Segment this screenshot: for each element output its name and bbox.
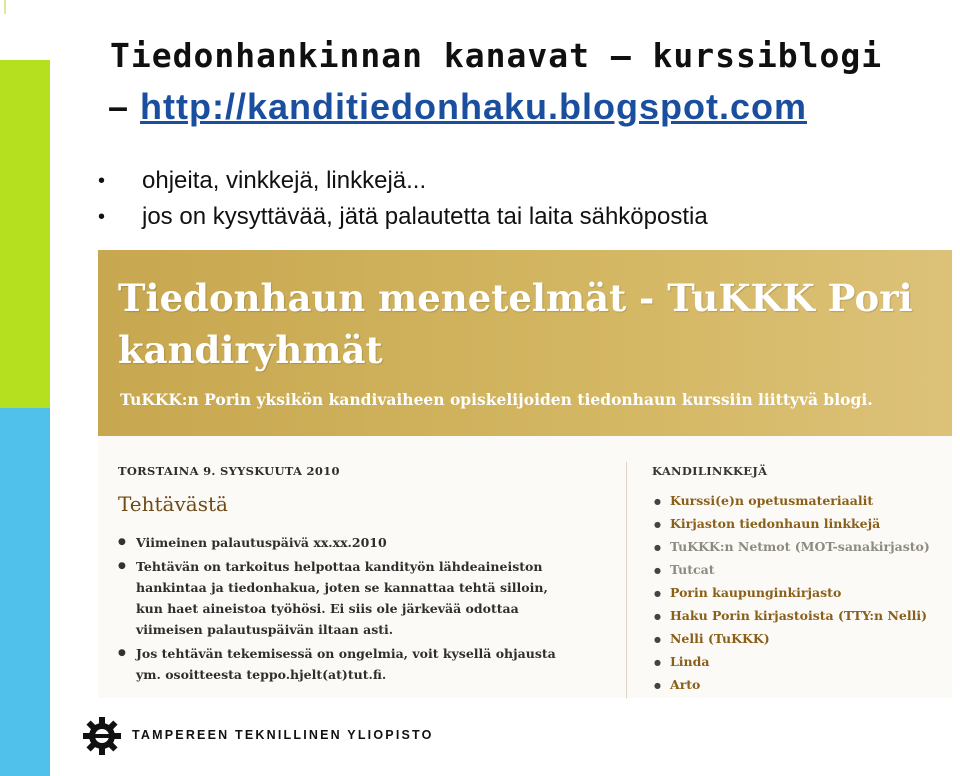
url-dash: – bbox=[108, 86, 130, 127]
sidebar-link-list bbox=[652, 492, 942, 698]
sidebar-link[interactable]: Kurssi(e)n opetusmateriaalit bbox=[670, 493, 874, 508]
column-divider bbox=[626, 462, 627, 698]
sidebar-link[interactable]: TuKKK:n Netmot (MOT-sanakirjasto) bbox=[670, 539, 930, 554]
slide-accent-bar bbox=[0, 0, 50, 776]
post-list-item: ● Tehtävän on tarkoitus helpottaa kandityön lähdeaineiston hankintaa ja tiedonhakua, joten se kannattaa tehtä silloin, kun haet aineistoa työhösi. Ei siis ole järkevää odottaa viimeisen palautuspäivän iltaan asti. bbox=[118, 556, 556, 640]
slide-title: Tiedonhankinnan kanavat – kurssiblogi bbox=[110, 36, 883, 75]
sidebar-link[interactable]: Porin kaupunginkirjasto bbox=[670, 585, 842, 600]
sidebar-link[interactable]: Linda bbox=[670, 654, 710, 669]
post-list bbox=[118, 532, 598, 685]
blog-sidebar bbox=[652, 464, 942, 698]
blog-title[interactable]: Tiedonhaun menetelmät - TuKKK Pori kandiryhmät bbox=[118, 276, 913, 372]
sidebar-link[interactable]: Kirjaston tiedonhaun linkkejä bbox=[670, 516, 881, 531]
post-title[interactable]: Tehtävästä bbox=[118, 492, 228, 516]
sidebar-link[interactable]: Haku Porin kirjastoista (TTY:n Nelli) bbox=[670, 608, 928, 623]
accent-green-segment bbox=[0, 60, 50, 408]
tut-gear-logo-icon bbox=[82, 716, 122, 756]
university-logo-text: TAMPEREEN TEKNILLINEN YLIOPISTO bbox=[132, 728, 434, 742]
blog-post bbox=[118, 464, 598, 688]
sidebar-link-item bbox=[652, 561, 942, 584]
sidebar-link-item bbox=[652, 584, 942, 607]
accent-top-mark bbox=[4, 0, 6, 14]
sidebar-link-item bbox=[652, 653, 942, 676]
blog-url-link[interactable]: http://kanditiedonhaku.blogspot.com bbox=[140, 86, 808, 127]
post-list-item: ● Viimeinen palautuspäivä xx.xx.2010 bbox=[118, 532, 556, 553]
sidebar-link-item bbox=[652, 630, 942, 653]
post-date: TORSTAINA 9. SYYSKUUTA 2010 bbox=[118, 464, 340, 478]
slide-bullet: • ohjeita, vinkkejä, linkkejä... bbox=[98, 163, 708, 199]
sidebar-link-item bbox=[652, 492, 942, 515]
blog-description: TuKKK:n Porin yksikön kandivaiheen opiskelijoiden tiedonhaun kurssiin liittyvä blogi. bbox=[120, 390, 873, 409]
sidebar-link[interactable]: Arto bbox=[670, 677, 701, 692]
slide-bullet-list bbox=[98, 163, 708, 235]
url-line bbox=[108, 86, 807, 128]
sidebar-link-item bbox=[652, 515, 942, 538]
sidebar-link-item bbox=[652, 538, 942, 561]
sidebar-link-item bbox=[652, 676, 942, 698]
slide-bullet: • jos on kysyttävää, jätä palautetta tai laita sähköpostia bbox=[98, 199, 708, 235]
sidebar-link[interactable]: Nelli (TuKKK) bbox=[670, 631, 770, 646]
sidebar-link[interactable]: Tutcat bbox=[670, 562, 715, 577]
blog-header bbox=[98, 250, 952, 436]
accent-blue-segment bbox=[0, 408, 50, 776]
post-list-item: ● Jos tehtävän tekemisessä on ongelmia, voit kysellä ohjausta ym. osoitteesta teppo.hjelt(at)tut.fi. bbox=[118, 643, 556, 685]
sidebar-heading: KANDILINKKEJÄ bbox=[652, 464, 768, 478]
sidebar-link-item bbox=[652, 607, 942, 630]
blog-screenshot bbox=[98, 250, 952, 698]
